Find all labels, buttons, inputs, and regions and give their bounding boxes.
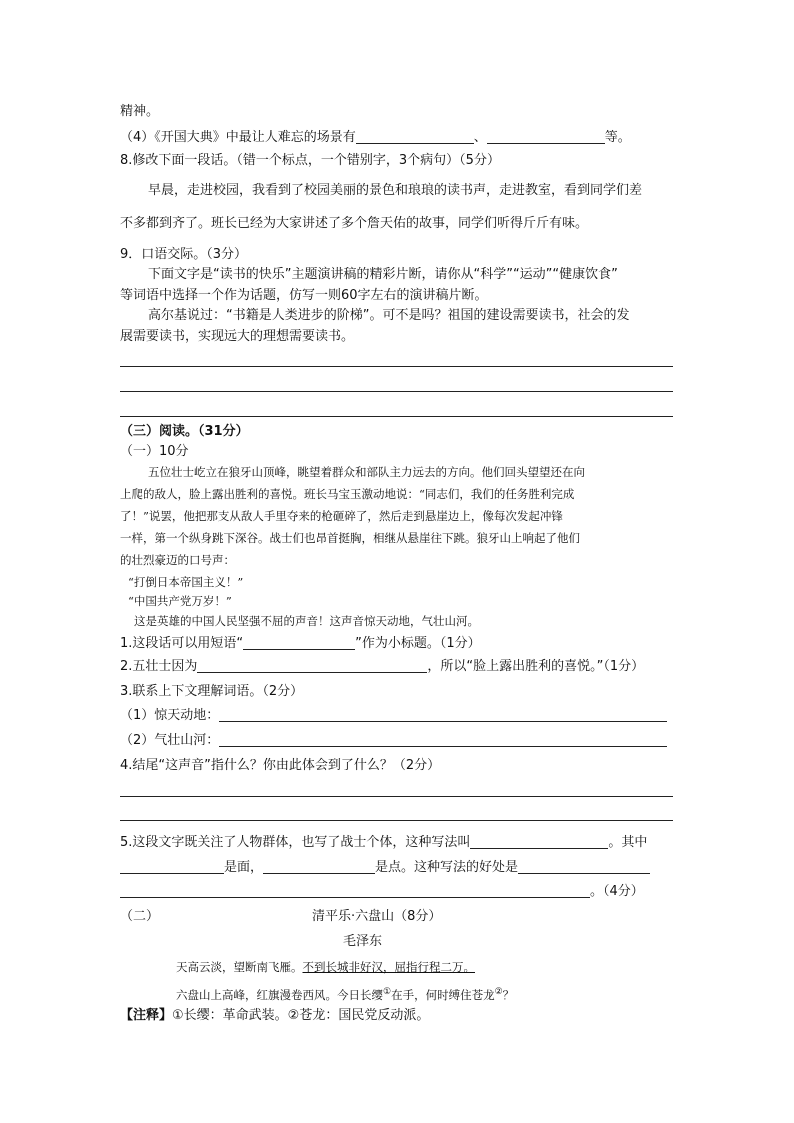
footnote-marker: ② — [494, 987, 503, 997]
reading-q2-prefix: 2.五壮士因为 — [120, 659, 198, 674]
reading-q3-b-label: （2）气壮山河： — [120, 733, 220, 748]
question-7-4 — [120, 129, 631, 147]
footnote-marker: ① — [383, 987, 392, 997]
answer-line[interactable] — [120, 796, 673, 797]
question-7-4-prefix: （4）《开国大典》中最让人难忘的场景有 — [120, 130, 356, 145]
reading-q5-text: 。（4分） — [590, 884, 644, 899]
reading-q5-line1 — [120, 834, 647, 852]
reading-q2 — [120, 658, 644, 676]
answer-blank[interactable] — [518, 859, 650, 874]
answer-blank[interactable] — [219, 732, 667, 747]
reading-section-title: （三）阅读。（31分） — [120, 424, 249, 439]
poem-text: ？ — [502, 987, 515, 1002]
poem-title: 清平乐·六盘山（8分） — [312, 909, 442, 924]
answer-line[interactable] — [120, 820, 673, 821]
answer-blank[interactable] — [487, 129, 605, 144]
reading-q3-b — [120, 732, 667, 750]
poem-line — [176, 958, 475, 976]
reading-q5-line3 — [120, 883, 644, 901]
poem-text-underlined: 不到长城非好汉，屈指行程二万。 — [302, 960, 475, 974]
answer-blank[interactable] — [356, 129, 474, 144]
answer-blank[interactable] — [197, 658, 427, 673]
answer-blank[interactable] — [243, 635, 355, 650]
answer-line[interactable] — [120, 391, 673, 392]
reading-q5-line2 — [120, 859, 650, 877]
reading-q5-text: 是面， — [224, 860, 264, 875]
poem-part-label: （二） — [120, 909, 160, 924]
answer-blank[interactable] — [120, 883, 590, 898]
answer-line[interactable] — [120, 366, 673, 367]
reading-q3-a — [120, 707, 667, 725]
poem-text: 天高云淡，望断南飞雁。 — [176, 960, 303, 974]
notes-text: ①长缨：革命武装。②苍龙：国民党反动派。 — [172, 1008, 430, 1023]
passage-line: 的壮烈豪迈的口号声： — [120, 553, 235, 567]
question-9-line: 等词语中选择一个作为话题，仿写一则60字左右的演讲稿片断。 — [120, 288, 488, 303]
prev-text-continuation: 精神。 — [120, 104, 160, 119]
question-9-line: 展需要读书，实现远大的理想需要读书。 — [120, 329, 355, 344]
answer-blank[interactable] — [470, 834, 608, 849]
passage-line: 上爬的敌人，脸上露出胜利的喜悦。班长马宝玉激动地说：“同志们，我们的任务胜利完成 — [120, 487, 575, 501]
reading-part-1-label: （一）10分 — [120, 444, 189, 459]
passage-line: 五位壮士屹立在狼牙山顶峰，眺望着群众和部队主力远去的方向。他们回头望望还在向 — [148, 465, 585, 479]
passage-line: 这是英雄的中国人民坚强不屈的声音！这声音惊天动地，气壮山河。 — [134, 614, 479, 628]
passage-line: “打倒日本帝国主义！” — [128, 575, 244, 589]
reading-q2-suffix: ，所以“脸上露出胜利的喜悦。”（1分） — [427, 659, 645, 674]
poem-line — [176, 983, 514, 1004]
answer-blank[interactable] — [219, 707, 667, 722]
notes-label: 【注释】 — [120, 1008, 173, 1023]
poem-text: 在手，何时缚住苍龙 — [391, 987, 495, 1002]
reading-q1 — [120, 635, 481, 653]
poem-author: 毛泽东 — [343, 934, 383, 949]
poem-text: 六盘山上高峰，红旗漫卷西风。今日长缨 — [176, 987, 383, 1002]
question-9-line: 下面文字是“读书的快乐”主题演讲稿的精彩片断，请你从“科学”“运动”“健康饮食” — [148, 267, 618, 282]
reading-q3-a-label: （1）惊天动地： — [120, 708, 220, 723]
question-9-title: 9．口语交际。（3分） — [120, 247, 248, 262]
poem-notes — [120, 1007, 429, 1025]
passage-line: “中国共产党万岁！” — [128, 594, 232, 608]
question-8-line: 不多都到齐了。班长已经为大家讲述了多个詹天佑的故事，同学们听得斤斤有味。 — [120, 216, 589, 231]
question-9-line: 高尔基说过：“书籍是人类进步的阶梯”。可不是吗？祖国的建设需要读书，社会的发 — [148, 308, 630, 323]
reading-q3-title: 3.联系上下文理解词语。（2分） — [120, 684, 304, 699]
passage-line: 了！”说罢，他把那支从敌人手里夺来的枪砸碎了，然后走到悬崖边上，像每次发起冲锋 — [120, 509, 563, 523]
reading-q1-suffix: ”作为小标题。（1分） — [355, 636, 481, 651]
reading-q5-text: 5.这段文字既关注了人物群体，也写了战士个体，这种写法叫 — [120, 835, 471, 850]
reading-q4: 4.结尾“这声音”指什么？你由此体会到了什么？（2分） — [120, 758, 441, 773]
reading-q5-text: 是点。这种写法的好处是 — [375, 860, 519, 875]
question-8-title: 8.修改下面一段话。（错一个标点，一个错别字，3个病句）（5分） — [120, 153, 500, 168]
reading-q1-prefix: 1.这段话可以用短语“ — [120, 636, 244, 651]
answer-blank[interactable] — [120, 859, 224, 874]
separator: 、 — [473, 130, 487, 145]
passage-line: 一样，第一个纵身跳下深谷。战士们也昂首挺胸，相继从悬崖往下跳。狼牙山上响起了他们 — [120, 531, 580, 545]
question-7-4-suffix: 等。 — [604, 130, 631, 145]
answer-blank[interactable] — [263, 859, 375, 874]
question-8-line: 早晨，走进校园，我看到了校园美丽的景色和琅琅的读书声，走进教室，看到同学们差 — [148, 183, 643, 198]
answer-line[interactable] — [120, 416, 673, 417]
reading-q5-text: 。其中 — [608, 835, 648, 850]
